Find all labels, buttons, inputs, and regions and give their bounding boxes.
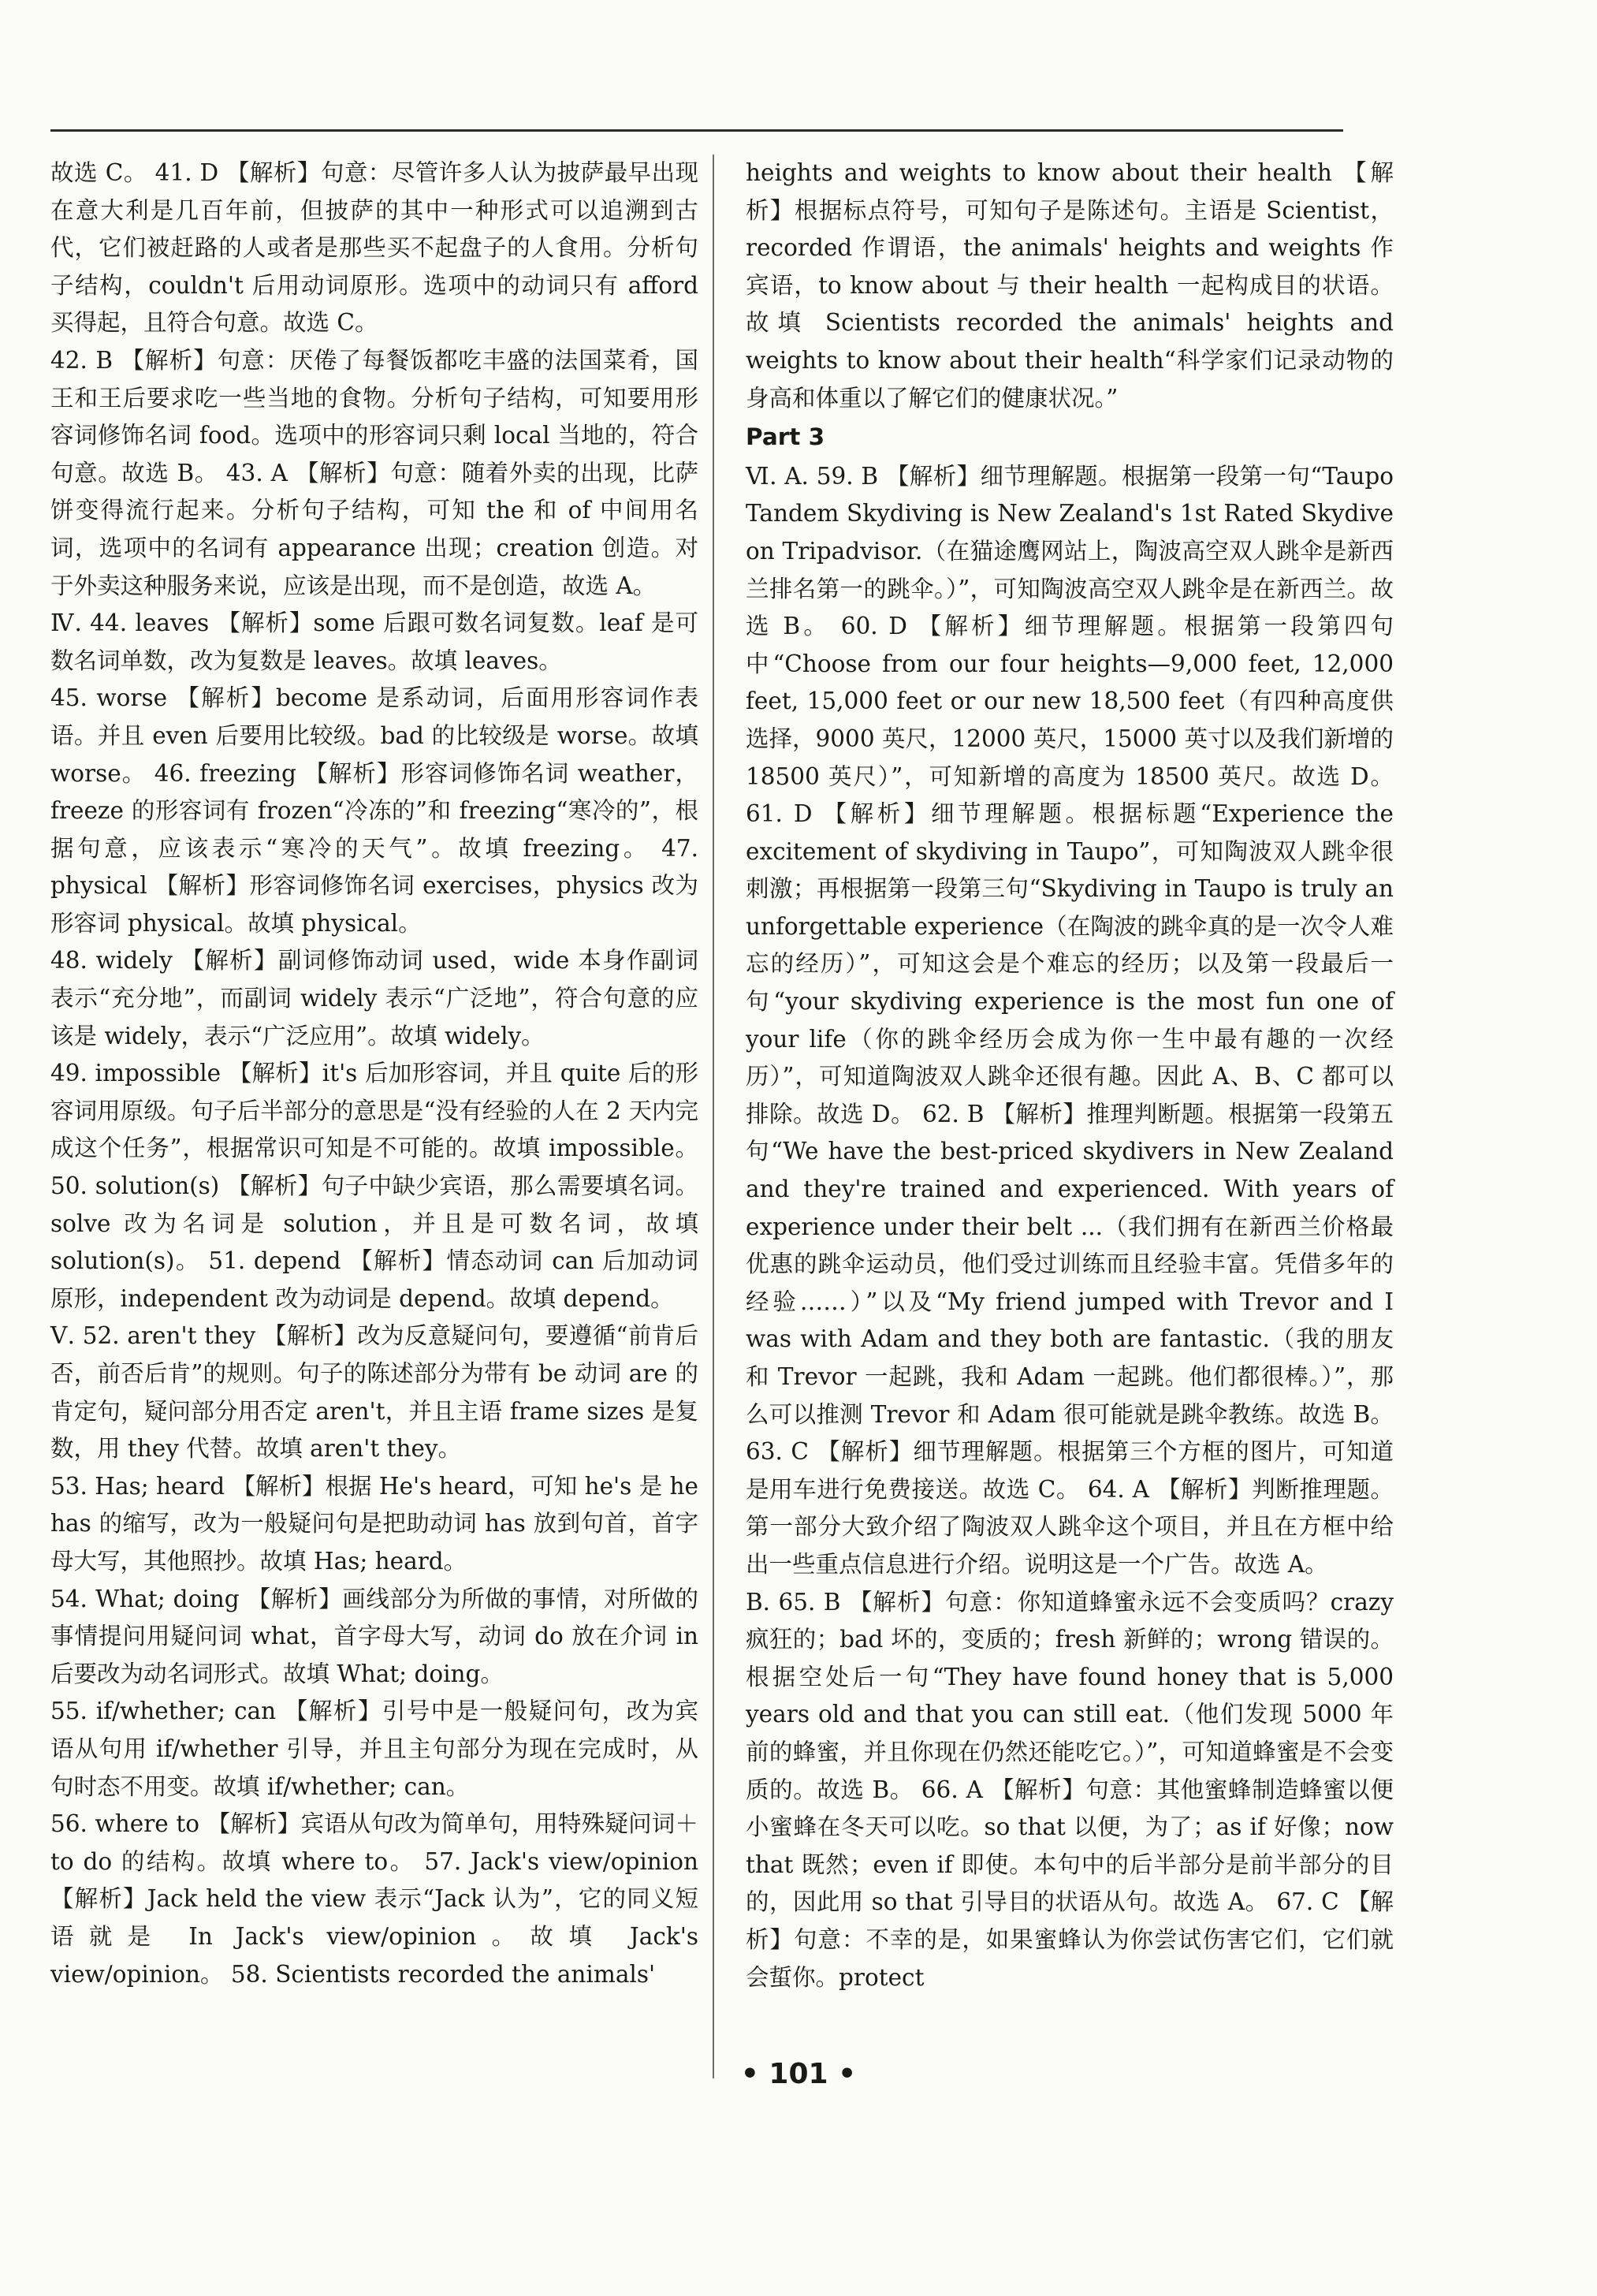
answer-paragraph: Ⅵ. A. 59. B 【解析】细节理解题。根据第一段第一句“Taupo Tandem Skydiving is New Zealand's 1st Rated Skydive on Tripadvisor.（在猫途鹰网站上，陶波高空双人跳伞是新西兰排名第一的跳伞。）”，可知陶波高空双人跳伞是在新西兰。故选 B。 60. D 【解析】细节理解题。根据第一段第四句中“Choose from our four heights—9,000 feet, 12,000 feet, 15,000 feet or our new 18,500 feet（有四种高度供选择，9000 英尺，12000 英尺，15000 英寸以及我们新增的 18500 英尺）”，可知新增的高度为 18500 英尺。故选 D。 61. D 【解析】细节理解题。根据标题“Experience the excitement of skydiving in Taupo”，可知陶波双人跳伞很刺激；再根据第一段第三句“Skydiving in Taupo is truly an unforgettable experience（在陶波的跳伞真的是一次令人难忘的经历）”，可知这会是个难忘的经历；以及第一段最后一句“your skydiving experience is the most fun one of your life（你的跳伞经历会成为你一生中最有趣的一次经历）”，可知道陶波双人跳伞还很有趣。因此 A、B、C 都可以排除。故选 D。 62. B 【解析】推理判断题。根据第一段第五句“We have the best-priced skydivers in New Zealand and they're trained and experienced. With years of experience under their belt ...（我们拥有在新西兰价格最优惠的跳伞运动员，他们受过训练而且经验丰富。凭借多年的经验……）”以及“My friend jumped with Trevor and I was with Adam and they both are fantastic.（我的朋友和 Trevor 一起跳，我和 Adam 一起跳。他们都很棒。）”，那么可以推测 Trevor 和 Adam 很可能就是跳伞教练。故选 B。 63. C 【解析】细节理解题。根据第三个方框的图片，可知道是用车进行免费接送。故选 C。 64. A 【解析】判断推理题。第一部分大致介绍了陶波双人跳伞这个项目，并且在方框中给出一些重点信息进行介绍。说明这是一个广告。故选 A。 xyxy=(746,462,1394,1578)
answer-paragraph: Ⅴ. 52. aren't they 【解析】改为反意疑问句，要遵循“前肯后否，前否后肯”的规则。句子的陈述部分为带有 be 动词 are 的肯定句，疑问部分用否定 aren't，并且主语 frame sizes 是复数，用 they 代替。故填 aren't they。 xyxy=(50,1322,698,1463)
answer-paragraph: 故选 C。 41. D 【解析】句意：尽管许多人认为披萨最早出现在意大利是几百年前，但披萨的其中一种形式可以追溯到古代，它们被赶路的人或者是那些买不起盘子的人食用。分析句子结构，couldn't 后用动词原形。选项中的动词只有 afford 买得起，且符合句意。故选 C。 xyxy=(50,159,698,337)
page-number: • 101 • xyxy=(740,2058,857,2090)
answer-paragraph: 48. widely 【解析】副词修饰动词 used，wide 本身作副词表示“充分地”，而副词 widely 表示“广泛地”，符合句意的应该是 widely，表示“广泛应用”。故填 widely。 xyxy=(50,947,698,1049)
left-column xyxy=(50,155,698,1993)
answer-paragraph: 53. Has; heard 【解析】根据 He's heard，可知 he's 是 he has 的缩写，改为一般疑问句是把助动词 has 放到句首，首字母大写，其他照抄。故填 Has; heard。 xyxy=(50,1472,698,1575)
answer-paragraph: heights and weights to know about their health 【解析】根据标点符号，可知句子是陈述句。主语是 Scientist，recorded 作谓语，the animals' heights and weights 作宾语，to know about 与 their health 一起构成目的状语。故填 Scientists recorded the animals' heights and weights to know about their health“科学家们记录动物的身高和体重以了解它们的健康状况。” xyxy=(746,159,1394,412)
answer-paragraph: 55. if/whether; can 【解析】引号中是一般疑问句，改为宾语从句用 if/whether 引导，并且主句部分为现在完成时，从句时态不用变。故填 if/whether; can。 xyxy=(50,1698,698,1800)
answer-paragraph: Ⅳ. 44. leaves 【解析】some 后跟可数名词复数。leaf 是可数名词单数，改为复数是 leaves。故填 leaves。 xyxy=(50,609,698,674)
answer-paragraph: B. 65. B 【解析】句意：你知道蜂蜜永远不会变质吗？crazy 疯狂的；bad 坏的，变质的；fresh 新鲜的；wrong 错误的。根据空处后一句“They have found honey that is 5,000 years old and that you can still eat.（他们发现 5000 年前的蜂蜜，并且你现在仍然还能吃它。）”，可知道蜂蜜是不会变质的。故选 B。 66. A 【解析】句意：其他蜜蜂制造蜂蜜以便小蜜蜂在冬天可以吃。so that 以便，为了；as if 好像；now that 既然；even if 即使。本句中的后半部分是前半部分的目的，因此用 so that 引导目的状语从句。故选 A。 67. C 【解析】句意：不幸的是，如果蜜蜂认为你尝试伤害它们，它们就会蜇你。protect xyxy=(746,1588,1394,1991)
section-title: Part 3 xyxy=(746,423,825,451)
right-column xyxy=(746,155,1394,1996)
answer-paragraph: 42. B 【解析】句意：厌倦了每餐饭都吃丰盛的法国菜肴，国王和王后要求吃一些当地的食物。分析句子结构，可知要用形容词修饰名词 food。选项中的形容词只剩 local 当地的，符合句意。故选 B。 43. A 【解析】句意：随着外卖的出现，比萨饼变得流行起来。分析句子结构，可知 the 和 of 中间用名词，选项中的名词有 appearance 出现；creation 创造。对于外卖这种服务来说，应该是出现，而不是创造，故选 A。 xyxy=(50,346,698,599)
answer-paragraph: 45. worse 【解析】become 是系动词，后面用形容词作表语。并且 even 后要用比较级。bad 的比较级是 worse。故填 worse。 46. freezing 【解析】形容词修饰名词 weather，freeze 的形容词有 frozen“冷冻的”和 freezing“寒冷的”，根据句意，应该表示“寒冷的天气”。故填 freezing。 47. physical 【解析】形容词修饰名词 exercises，physics 改为形容词 physical。故填 physical。 xyxy=(50,684,698,937)
answer-paragraph: 56. where to 【解析】宾语从句改为简单句，用特殊疑问词＋to do 的结构。故填 where to。 57. Jack's view/opinion 【解析】Jack held the view 表示“Jack 认为”，它的同义短语就是 In Jack's view/opinion。故填 Jack's view/opinion。 58. Scientists recorded the animals' xyxy=(50,1810,698,1988)
answer-paragraph: 54. What; doing 【解析】画线部分为所做的事情，对所做的事情提问用疑问词 what，首字母大写，动词 do 放在介词 in 后要改为动名词形式。故填 What; doing。 xyxy=(50,1585,698,1687)
column-divider xyxy=(713,155,714,2078)
answer-paragraph: 49. impossible 【解析】it's 后加形容词，并且 quite 后的形容词用原级。句子后半部分的意思是“没有经验的人在 2 天内完成这个任务”，根据常识可知是不可能的。故填 impossible。 50. solution(s) 【解析】句子中缺少宾语，那么需要填名词。solve 改为名词是 solution，并且是可数名词，故填 solution(s)。 51. depend 【解析】情态动词 can 后加动词原形，independent 改为动词是 depend。故填 depend。 xyxy=(50,1060,698,1312)
top-rule xyxy=(50,129,1343,132)
